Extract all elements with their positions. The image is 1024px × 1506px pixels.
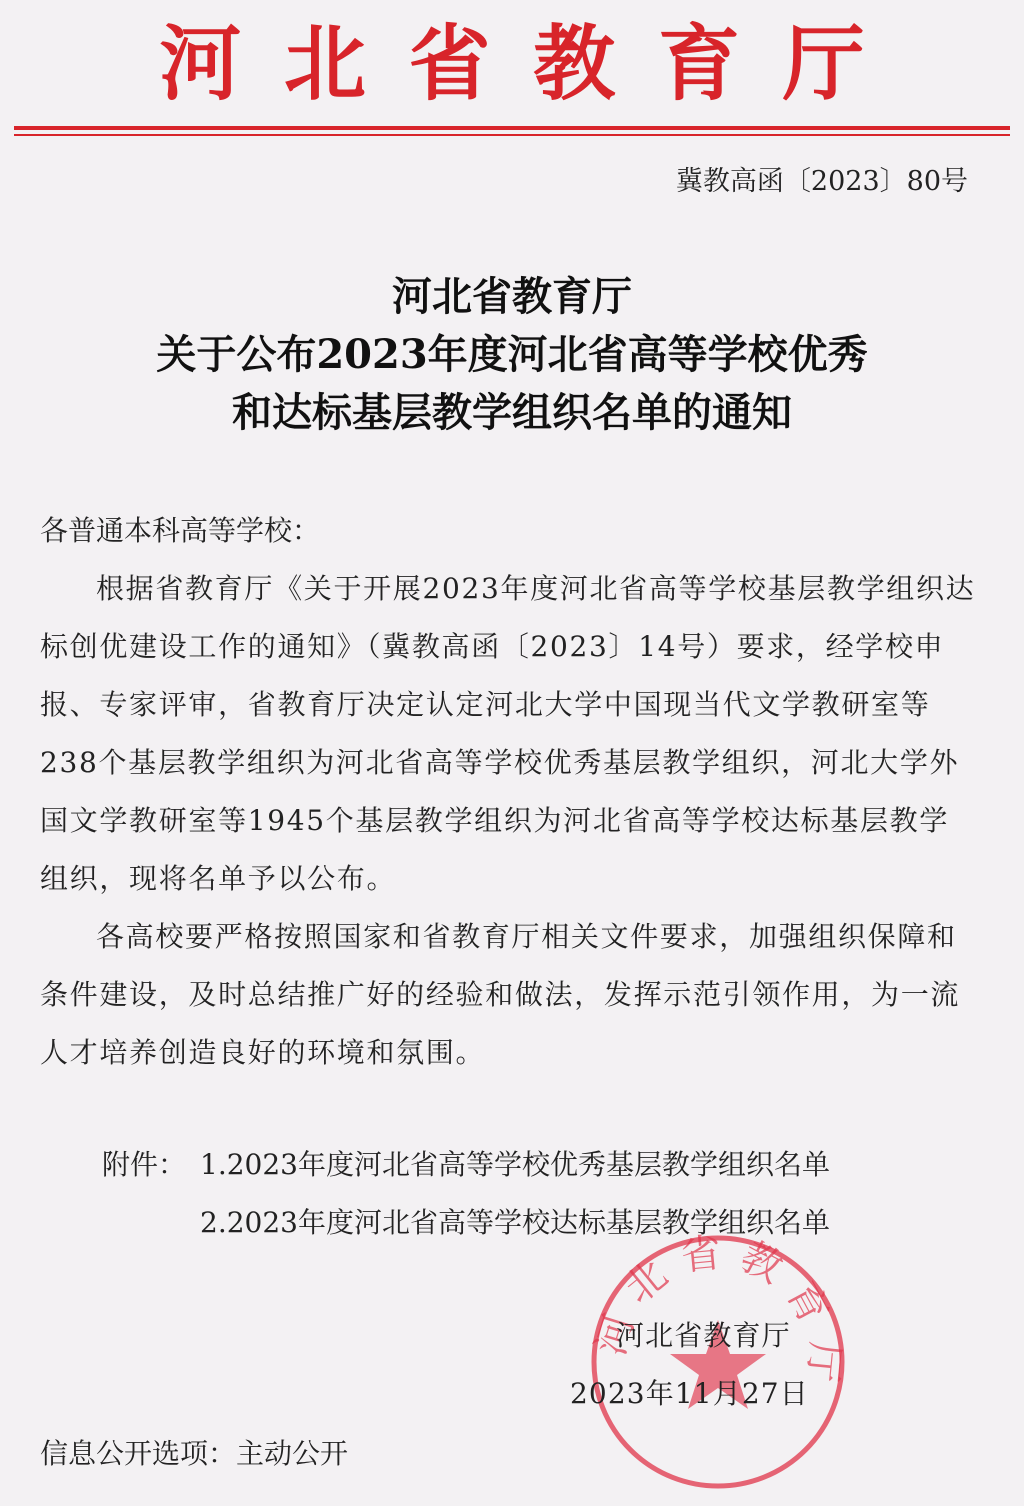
attachment-item: 1.2023年度河北省高等学校优秀基层教学组织名单 xyxy=(200,1148,830,1181)
letterhead-org-name: 河北省教育厅 xyxy=(159,16,908,112)
addressee: 各普通本科高等学校： xyxy=(40,514,321,547)
attachment-item: 2.2023年度河北省高等学校达标基层教学组织名单 xyxy=(200,1206,830,1239)
title-line: 河北省教育厅 xyxy=(392,273,632,320)
title-line: 和达标基层教学组织名单的通知 xyxy=(232,389,792,436)
signature-date: 2023年11月27日 xyxy=(570,1377,809,1410)
letterhead-red-rule-thin xyxy=(14,134,1010,136)
title-line: 关于公布2023年度河北省高等学校优秀 xyxy=(156,331,868,378)
letterhead-red-rule xyxy=(14,126,1010,130)
body-paragraph: 各高校要严格按照国家和省教育厅相关文件要求，加强组织保障和条件建设，及时总结推广好的经验和做法，发挥示范引领作用，为一流人才培养创造良好的环境和氛围。 xyxy=(40,920,961,1069)
disclosure-option: 信息公开选项：主动公开 xyxy=(40,1437,349,1470)
body-paragraph: 根据省教育厅《关于开展2023年度河北省高等学校基层教学组织达标创优建设工作的通知》（冀教高函〔2023〕14号）要求，经学校申报、专家评审，省教育厅决定认定河北大学中国现当代文学教研室等238个基层教学组织为河北省高等学校优秀基层教学组织，河北大学外国文学教研室等1945个基层教学组织为河北省高等学校达标基层教学组织，现将名单予以公布。 xyxy=(40,572,976,895)
document-title xyxy=(0,268,1024,442)
official-seal-stamp xyxy=(584,1228,852,1496)
seal-text: 河北省教育厅 xyxy=(587,1228,849,1399)
attachments-label: 附件： xyxy=(102,1148,187,1181)
signer-org: 河北省教育厅 xyxy=(616,1319,791,1352)
document-number: 冀教高函〔2023〕80号 xyxy=(675,166,968,197)
